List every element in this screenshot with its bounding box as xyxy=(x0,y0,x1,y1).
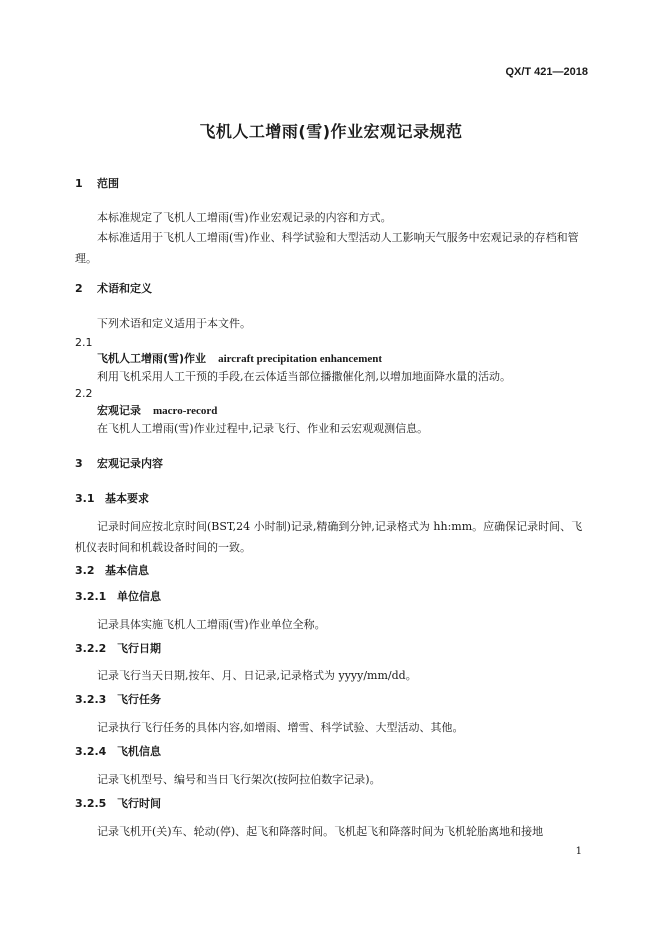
subsection-title: 飞行时间 xyxy=(117,797,161,810)
subsection-title: 基本信息 xyxy=(105,564,149,577)
paragraph: 本标准适用于飞机人工增雨(雪)作业、科学试验和大型活动人工影响天气服务中宏观记录的存档和管理。 xyxy=(75,231,579,265)
subsection-3-2-2-heading xyxy=(75,643,161,654)
section-title: 宏观记录内容 xyxy=(97,457,163,470)
paragraph: 记录飞机型号、编号和当日飞行架次(按阿拉伯数字记录)。 xyxy=(97,773,381,786)
subsection-3-2-3-heading xyxy=(75,694,161,705)
paragraph: 记录飞机开(关)车、轮动(停)、起飞和降落时间。飞机起飞和降落时间为飞机轮胎离地和接地 xyxy=(97,825,544,838)
subsection-number: 3.2.5 xyxy=(75,797,107,810)
subsection-number: 3.2 xyxy=(75,564,95,577)
section-number: 1 xyxy=(75,177,83,190)
paragraph: 本标准规定了飞机人工增雨(雪)作业宏观记录的内容和方式。 xyxy=(97,211,392,224)
document-title: 飞机人工增雨(雪)作业宏观记录规范 xyxy=(199,122,463,141)
term-chinese: 飞机人工增雨(雪)作业 xyxy=(97,352,207,365)
subsection-number: 3.2.3 xyxy=(75,693,107,706)
subsection-title: 飞行日期 xyxy=(117,642,161,655)
subsection-3-2-1-heading xyxy=(75,591,161,602)
term-definition: 利用飞机采用人工干预的手段,在云体适当部位播撒催化剂,以增加地面降水量的活动。 xyxy=(97,370,511,383)
page-number: 1 xyxy=(575,846,582,857)
subsection-title: 基本要求 xyxy=(105,492,149,505)
section-title: 范围 xyxy=(97,177,119,190)
standard-code: QX/T 421—2018 xyxy=(505,66,588,78)
term-definition: 在飞机人工增雨(雪)作业过程中,记录飞行、作业和云宏观观测信息。 xyxy=(97,422,429,435)
subsection-3-2-heading xyxy=(75,565,149,576)
term-heading xyxy=(97,405,217,417)
paragraph: 记录执行飞行任务的具体内容,如增雨、增雪、科学试验、大型活动、其他。 xyxy=(97,721,464,734)
section-title: 术语和定义 xyxy=(97,282,152,295)
paragraph: 下列术语和定义适用于本文件。 xyxy=(97,317,251,330)
paragraph: 记录时间应按北京时间(BST,24 小时制)记录,精确到分钟,记录格式为 hh:mm。应确保记录时间、飞机仪表时间和机载设备时间的一致。 xyxy=(75,520,583,554)
subsection-3-1-heading xyxy=(75,493,149,504)
term-number: 2.2 xyxy=(75,387,93,400)
paragraph: 记录飞行当天日期,按年、月、日记录,记录格式为 yyyy/mm/dd。 xyxy=(97,669,417,682)
term-number: 2.1 xyxy=(75,336,93,349)
section-number: 3 xyxy=(75,457,83,470)
section-1-heading xyxy=(75,178,119,189)
section-number: 2 xyxy=(75,282,83,295)
term-english: macro-record xyxy=(153,405,218,417)
subsection-title: 飞机信息 xyxy=(117,745,161,758)
term-heading xyxy=(97,353,382,365)
paragraph: 记录具体实施飞机人工增雨(雪)作业单位全称。 xyxy=(97,618,326,631)
section-2-heading xyxy=(75,283,152,294)
subsection-title: 单位信息 xyxy=(117,590,161,603)
subsection-number: 3.1 xyxy=(75,492,95,505)
subsection-number: 3.2.2 xyxy=(75,642,107,655)
subsection-3-2-5-heading xyxy=(75,798,161,809)
subsection-number: 3.2.1 xyxy=(75,590,107,603)
section-3-heading xyxy=(75,458,163,469)
subsection-3-2-4-heading xyxy=(75,746,161,757)
subsection-title: 飞行任务 xyxy=(117,693,161,706)
subsection-number: 3.2.4 xyxy=(75,745,107,758)
term-chinese: 宏观记录 xyxy=(97,404,141,417)
term-english: aircraft precipitation enhancement xyxy=(218,353,383,365)
